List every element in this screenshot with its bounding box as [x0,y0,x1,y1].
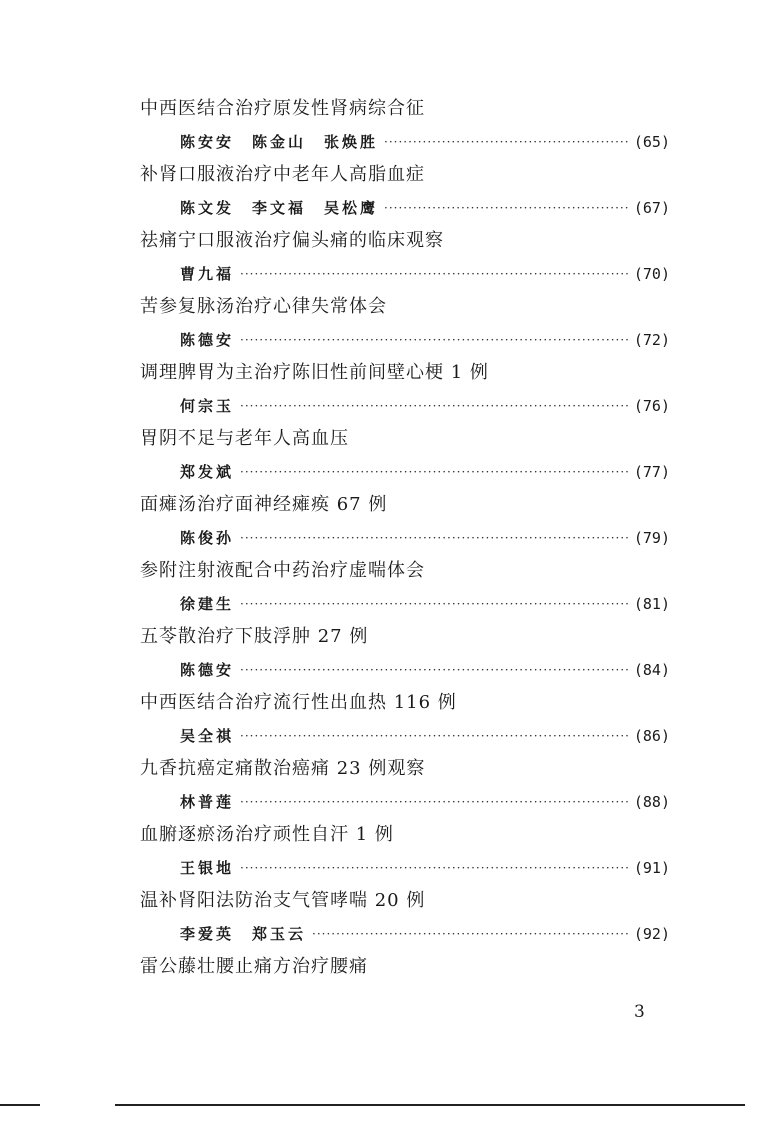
entry-page-ref: (92) [633,924,670,943]
dot-leader [240,531,628,545]
toc-entry [140,554,670,620]
entry-page-ref: (88) [633,792,670,811]
entry-author-line [140,653,670,686]
entry-page-ref: (91) [633,858,670,877]
entry-title: 中西医结合治疗流行性出血热 116 例 [140,692,457,713]
entry-title: 九香抗癌定痛散治癌痛 23 例观察 [140,758,426,779]
entry-page-ref: (77) [633,462,670,481]
entry-page-ref: (67) [633,198,670,217]
table-of-contents [140,92,670,983]
entry-page-ref: (84) [633,660,670,679]
entry-page-ref: (65) [633,132,670,151]
entry-title: 苦参复脉汤治疗心律失常体会 [140,296,387,317]
dot-leader [312,927,628,941]
entry-title: 祛痛宁口服液治疗偏头痛的临床观察 [140,230,444,251]
toc-entry [140,158,670,224]
entry-authors: 王银地 [180,859,235,877]
entry-authors: 曹九福 [180,265,235,283]
entry-authors: 陈俊孙 [180,529,235,547]
dot-leader [240,663,628,677]
entry-page-ref: (70) [633,264,670,283]
entry-author-line [140,719,670,752]
footer-rule-left [0,1104,40,1106]
dot-leader [240,729,628,743]
toc-entry [140,620,670,686]
entry-authors: 李爱英 郑玉云 [180,925,307,943]
dot-leader [240,597,628,611]
entry-page-ref: (79) [633,528,670,547]
entry-title: 温补肾阳法防治支气管哮喘 20 例 [140,890,426,911]
toc-entry [140,224,670,290]
entry-authors: 吴全祺 [180,727,235,745]
toc-entry [140,752,670,818]
entry-author-line [140,917,670,950]
entry-title: 胃阴不足与老年人高血压 [140,428,349,449]
entry-author-line [140,521,670,554]
dot-leader [384,135,628,149]
toc-entry [140,422,670,488]
dot-leader [384,201,628,215]
dot-leader [240,333,628,347]
entry-author-line [140,785,670,818]
entry-page-ref: (72) [633,330,670,349]
entry-authors: 林普莲 [180,793,235,811]
entry-title: 参附注射液配合中药治疗虚喘体会 [140,560,425,581]
entry-author-line [140,323,670,356]
toc-entry [140,488,670,554]
dot-leader [240,399,628,413]
toc-entry [140,884,670,950]
dot-leader [240,267,628,281]
entry-author-line [140,851,670,884]
entry-page-ref: (86) [633,726,670,745]
entry-authors: 何宗玉 [180,397,235,415]
entry-authors: 陈安安 陈金山 张焕胜 [180,133,379,151]
entry-authors: 陈德安 [180,661,235,679]
entry-author-line [140,257,670,290]
entry-author-line [140,191,670,224]
toc-entry [140,818,670,884]
toc-entry [140,92,670,158]
entry-page-ref: (76) [633,396,670,415]
entry-authors: 陈文发 李文福 吴松鹰 [180,199,379,217]
page-number: 3 [634,1002,645,1022]
entry-title: 血腑逐瘀汤治疗顽性自汗 1 例 [140,824,394,845]
entry-title-last: 雷公藤壮腰止痛方治疗腰痛 [140,956,368,977]
footer-rule [115,1104,745,1106]
entry-author-line [140,587,670,620]
dot-leader [240,861,628,875]
entry-authors: 陈德安 [180,331,235,349]
entry-title: 面瘫汤治疗面神经瘫痪 67 例 [140,494,388,515]
entry-author-line [140,125,670,158]
entry-author-line [140,389,670,422]
toc-entry [140,356,670,422]
toc-entry [140,290,670,356]
entry-title: 五苓散治疗下肢浮肿 27 例 [140,626,369,647]
entry-page-ref: (81) [633,594,670,613]
entry-title: 补肾口服液治疗中老年人高脂血症 [140,164,425,185]
entry-authors: 徐建生 [180,595,235,613]
dot-leader [240,465,628,479]
entry-author-line [140,455,670,488]
entry-title: 中西医结合治疗原发性肾病综合征 [140,98,425,119]
entry-authors: 郑发斌 [180,463,235,481]
entry-title: 调理脾胃为主治疗陈旧性前间壁心梗 1 例 [140,362,489,383]
dot-leader [240,795,628,809]
toc-entry [140,686,670,752]
